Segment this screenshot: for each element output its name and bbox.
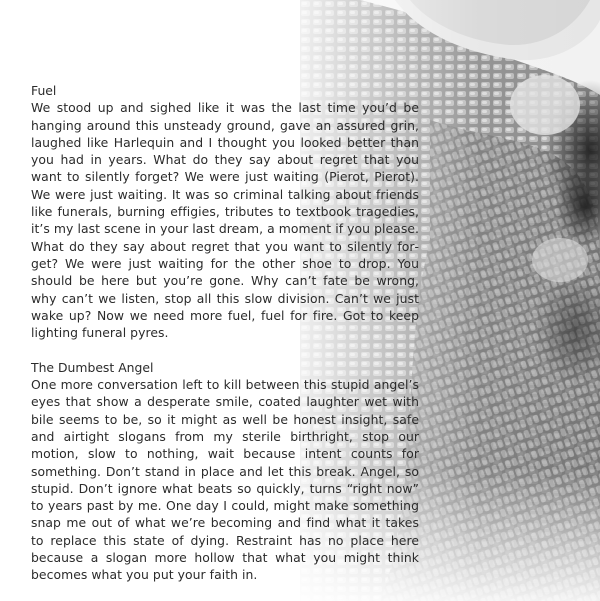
lyrics-section-fuel	[31, 82, 419, 341]
lyrics-section-the-dumbest-angel	[31, 359, 419, 584]
song-title: Fuel	[31, 83, 57, 98]
song-lyrics: We stood up and sighed like it was the last time you’d be hanging around this unsteady ground, gave an assured grin, laughed like Harlequin and I thought you looked better than you had in years. What do they say about regret that you want to silently forget? We were just waiting (Pierot, Pierot). We were just waiting. It was so criminal talking about friends like funerals, burning effigies, tributes to textbook tragedies, it’s my last scene in your last dream, a moment if you please. What do they say about regret that you want to silently forget? We were just waiting for the other shoe to drop. You should be here but you’re gone. Why can’t fate be wrong, why can’t we listen, stop all this slow division. Can’t we just wake up? Now we need more fuel, fuel for fire. Got to keep lighting funeral pyres.	[31, 100, 419, 341]
song-lyrics: One more conversation left to kill between this stupid angel’s eyes that show a desperate smile, coated laughter wet with bile seems to be, so it might as well be honest insight, safe and airtight slogans from my sterile birthright, stop our motion, slow to nothing, wait because intent counts for something. Don’t stand in place and let this break. Angel, so stupid. Don’t ignore what beats so quickly, turns “right now” to years past by me. One day I could, might make something snap me out of what we’re becoming and find what it takes to replace this state of dying. Restraint has no place here because a slogan more hollow that what you might think becomes what you put your faith in.	[31, 377, 419, 583]
lyrics-column	[31, 82, 419, 584]
song-title: The Dumbest Angel	[31, 359, 154, 375]
